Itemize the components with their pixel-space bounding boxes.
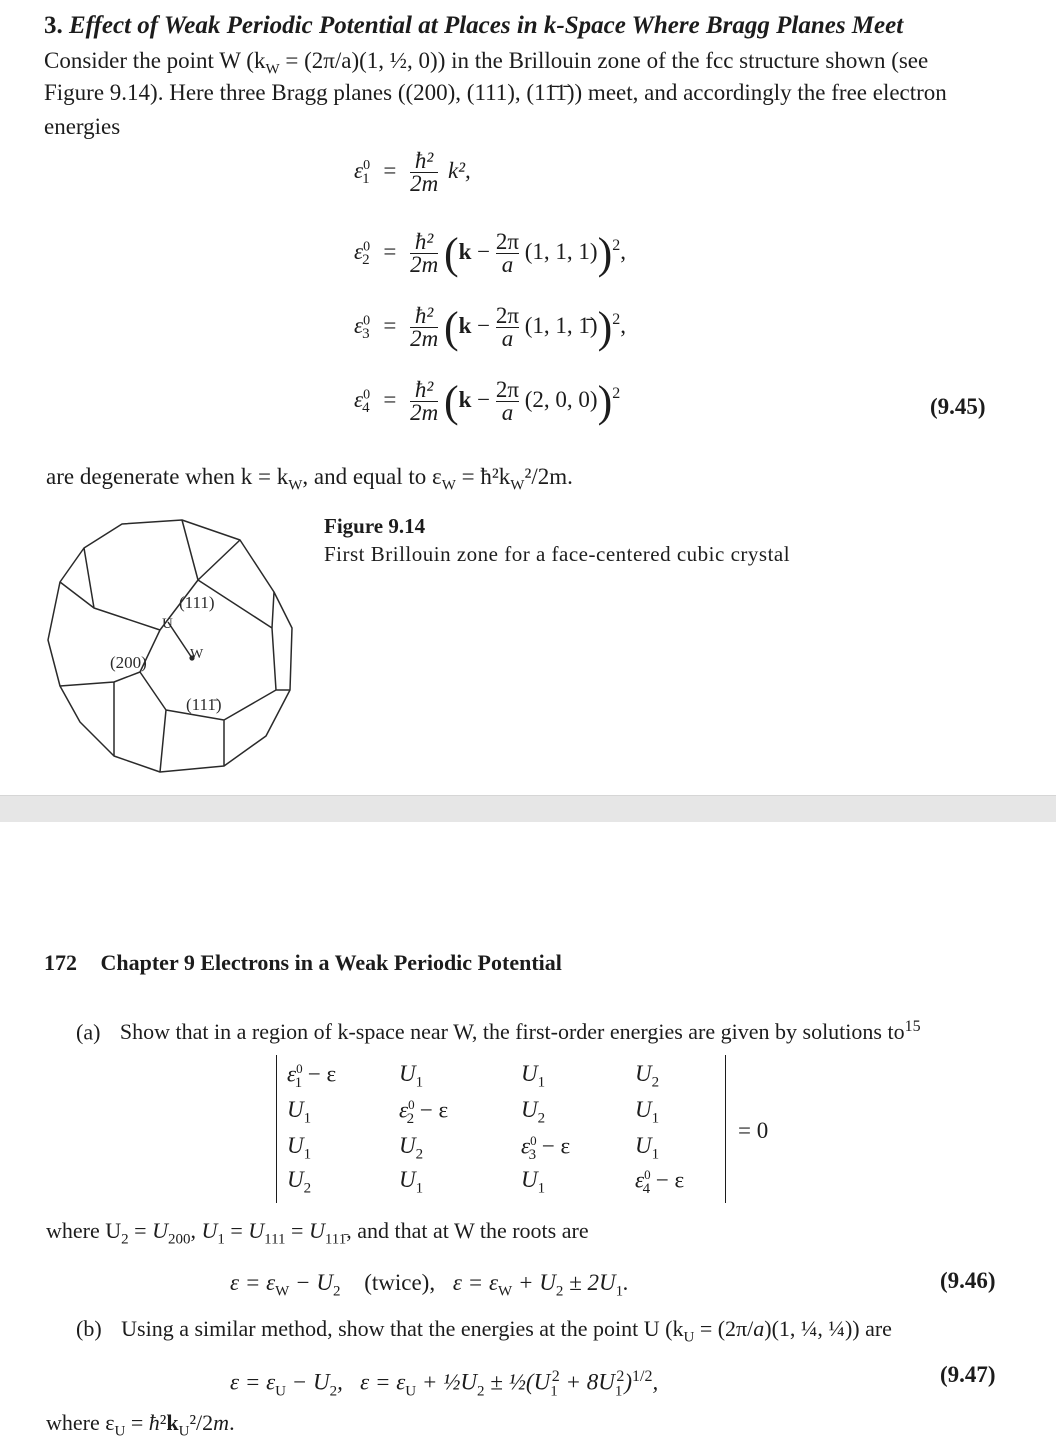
label-200: (200) xyxy=(110,653,147,672)
zone-outline xyxy=(48,520,292,772)
equation-number-9-46: (9.46) xyxy=(940,1268,996,1293)
figure-caption: First Brillouin zone for a face-centered cubic crystal xyxy=(324,542,791,566)
page-separator xyxy=(0,795,1056,823)
equation-number-9-45: (9.45) xyxy=(930,394,986,419)
label-111: (111) xyxy=(179,593,215,612)
figure-label: Figure 9.14 xyxy=(324,514,426,538)
label-11bar1: (111̄) xyxy=(186,695,222,714)
equation-e4: $\varepsilon^0_4$ = $\frac{\text{ħ²}}{2m}$ (k − $\frac{2\pi}{a}$ (2, 0, 0))$^2$ xyxy=(354,377,621,426)
where-u-definitions: where $U_2 = U_{200}$, $U_1 = U_{111} = U_{111̄}$, and that at W the roots are xyxy=(46,1218,589,1248)
equation-e2: $\varepsilon^0_2$ = $\frac{\text{ħ²}}{2m}$ (k − $\frac{2\pi}{a}$ (1, 1, 1))$^2$, xyxy=(354,229,626,278)
equation-e1: $\varepsilon^0_1$ = $\frac{\text{ħ²}}{2m}$ k², xyxy=(354,148,471,196)
degenerate-sentence: are degenerate when $k = k_W$, and equal to $\varepsilon_W$ = $ħ^2k_W^2/2m$. xyxy=(46,464,573,494)
intro-line-2: Figure 9.14). Here three Bragg planes ((200), (111), (11̄1̄)) meet, and accordingly the free electron xyxy=(44,80,947,105)
equation-number-9-47: (9.47) xyxy=(940,1362,996,1387)
equation-e3: $\varepsilon^0_3$ = $\frac{\text{ħ²}}{2m}$ (k − $\frac{2\pi}{a}$ (1, 1, 1̄))$^2$, xyxy=(354,303,626,352)
part-a-statement: (a) Show that in a region of k-space near W, the first-order energies are given by solutions $to^{15}$ xyxy=(76,1018,921,1045)
label-u: U xyxy=(162,616,173,632)
equation-roots-w: $\varepsilon = \varepsilon_W - U_2$ (twice), $\varepsilon = \varepsilon_W + U_2 \pm 2U_1$. xyxy=(230,1270,629,1300)
page-number: 172 xyxy=(44,950,77,975)
problem-title-text: Effect of Weak Periodic Potential at Places in k-Space Where Bragg Planes Meet xyxy=(69,12,904,39)
intro-line-3: energies xyxy=(44,114,121,139)
problem-title xyxy=(44,12,903,40)
problem-number: 3. xyxy=(44,12,63,39)
brillouin-zone-figure xyxy=(40,510,300,780)
equation-roots-u: $\varepsilon = \varepsilon_U - U_2$, $\varepsilon = \varepsilon_U$ + $\frac{1}{2}U_2$ ± $\frac{1}{2}(U_1^2 + 8U_1^2)^{1/2}$, xyxy=(230,1368,659,1400)
determinant-equals-zero: = 0 xyxy=(738,1118,769,1143)
secular-determinant: $\varepsilon^0_1 - \varepsilon$ $U_1$ $U_1$ $U_2$ $U_1$ $\varepsilon^0_2 - \varepsilon$ $U_2$ $U_1$ $U_1$ $U_2$ $\varepsilon^0_3 - \varepsilon$ $U_1$ $U_2$ $U_1$ $U_1$ $\varepsilon^0_4 - \varepsilon$ xyxy=(276,1055,726,1203)
part-b-statement: (b) Using a similar method, show that the energies at the point U ($k_U = (2\pi/a)(1$, ¼, ¼)) are xyxy=(76,1316,892,1346)
zone-inner-edges xyxy=(60,520,290,772)
running-header xyxy=(44,950,562,976)
intro-line-1: Consider the point W ($k_W = (2\pi/a)(1$, ½, 0)) in the Brillouin zone of the fcc structure shown (see xyxy=(44,48,929,78)
label-w: W xyxy=(190,647,204,662)
where-eu-definition: where $\varepsilon_U$ = $ħ^2k_U^2/2m$. xyxy=(46,1410,235,1440)
chapter-header: Chapter 9 Electrons in a Weak Periodic Potential xyxy=(100,950,562,975)
